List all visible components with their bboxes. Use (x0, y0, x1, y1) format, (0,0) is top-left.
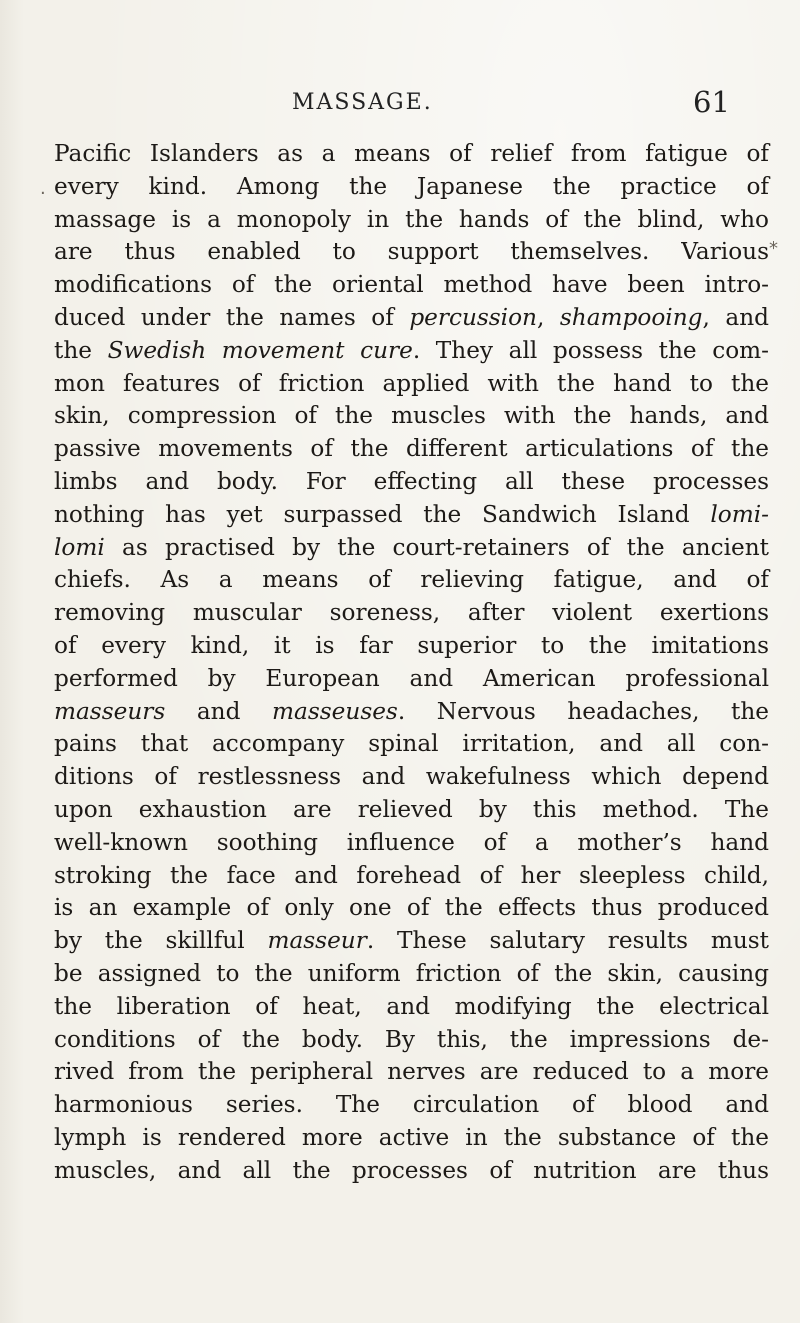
text-line (54, 991, 769, 1024)
text-line (54, 696, 769, 729)
text-line (54, 335, 769, 368)
text-segment: ditions of restlessness and wakefulness which depend (54, 763, 769, 791)
italic-term: masseuses (272, 697, 398, 725)
italic-term: shampooing (559, 303, 703, 331)
text-line (54, 466, 769, 499)
text-line (54, 925, 769, 958)
text-segment: rived from the peripheral nerves are reduced to a more (54, 1058, 769, 1086)
text-segment: modifications of the oriental method have been intro- (54, 271, 769, 299)
text-segment: . These salutary results must (366, 927, 769, 955)
text-segment: nothing has yet surpassed the Sandwich Island (54, 500, 711, 528)
text-line (54, 1155, 769, 1188)
text-line (54, 433, 769, 466)
text-line (54, 892, 769, 925)
body-text (54, 138, 769, 1188)
text-segment: the liberation of heat, and modifying the electrical (54, 992, 769, 1020)
page-header (0, 78, 800, 118)
text-line (54, 1122, 769, 1155)
italic-term: lomi (54, 533, 105, 561)
running-head: MASSAGE. (292, 90, 433, 115)
text-segment: be assigned to the uniform friction of the skin, causing (54, 959, 769, 987)
text-segment: upon exhaustion are relieved by this method. The (54, 795, 769, 823)
text-line (54, 958, 769, 991)
text-line (54, 368, 769, 401)
text-line (54, 236, 769, 269)
text-segment: mon features of friction applied with the hand to the (54, 369, 769, 397)
text-segment: . They all possess the com- (412, 336, 769, 364)
text-segment: muscles, and all the processes of nutrition are thus (54, 1156, 769, 1184)
text-segment: and (165, 697, 273, 725)
text-line (54, 597, 769, 630)
text-segment: harmonious series. The circulation of blood and (54, 1091, 769, 1119)
text-line (54, 400, 769, 433)
text-segment: the (54, 336, 108, 364)
text-line (54, 794, 769, 827)
text-line (54, 564, 769, 597)
text-line (54, 204, 769, 237)
text-segment: , (537, 303, 560, 331)
text-segment: Pacific Islanders as a means of relief from fatigue of (54, 140, 769, 167)
text-segment: duced under the names of (54, 303, 410, 331)
text-line (54, 860, 769, 893)
text-segment: passive movements of the different articulations of the (54, 435, 769, 463)
text-segment: pains that accompany spinal irritation, and all con- (54, 730, 769, 758)
text-segment: by the skillful (54, 927, 268, 955)
text-line (54, 827, 769, 860)
text-segment: lymph is rendered more active in the substance of the (54, 1123, 769, 1151)
page-number: 61 (693, 85, 730, 119)
margin-mark: * (769, 238, 778, 259)
text-segment: , and (702, 303, 769, 331)
text-line (54, 630, 769, 663)
text-segment: removing muscular soreness, after violent exertions (54, 599, 769, 627)
text-segment: well-known soothing influence of a mother’s hand (54, 828, 769, 856)
text-segment: skin, compression of the muscles with the hands, and (54, 402, 769, 430)
text-line (54, 302, 769, 335)
italic-term: lomi- (710, 500, 769, 528)
text-segment: is an example of only one of the effects thus produced (54, 894, 769, 922)
italic-term: percussion (409, 303, 537, 331)
text-segment: chiefs. As a means of relieving fatigue, and of (54, 566, 769, 594)
margin-mark: . (40, 178, 46, 199)
text-segment: limbs and body. For effecting all these processes (54, 467, 769, 495)
text-line (54, 1056, 769, 1089)
text-line (54, 499, 769, 532)
italic-term: masseur (267, 927, 367, 955)
text-segment: as practised by the court-retainers of the ancient (104, 533, 769, 561)
text-segment: performed by European and American professional (54, 664, 769, 692)
text-segment: massage is a monopoly in the hands of the blind, who (54, 205, 769, 233)
italic-term: masseurs (54, 697, 166, 725)
text-segment: . Nervous headaches, the (397, 697, 769, 725)
text-line (54, 761, 769, 794)
text-segment: every kind. Among the Japanese the practice of (54, 172, 769, 200)
text-segment: stroking the face and forehead of her sleepless child, (54, 861, 769, 889)
text-line (54, 1089, 769, 1122)
text-segment: conditions of the body. By this, the impressions de- (54, 1025, 769, 1053)
text-line (54, 728, 769, 761)
text-line (54, 171, 769, 204)
text-segment: are thus enabled to support themselves. Various (54, 238, 769, 266)
text-segment: of every kind, it is far superior to the imitations (54, 631, 769, 659)
italic-term: Swedish movement cure (107, 336, 413, 364)
text-line (54, 663, 769, 696)
text-line (54, 1024, 769, 1057)
text-line (54, 269, 769, 302)
text-line (54, 532, 769, 565)
text-line (54, 138, 769, 171)
